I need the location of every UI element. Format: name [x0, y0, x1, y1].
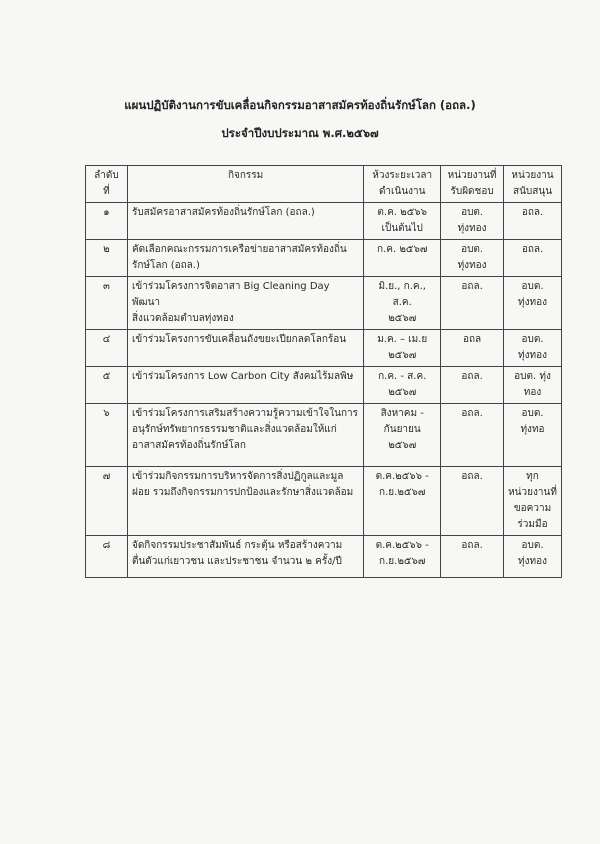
row-period: ก.ค. - ส.ค. ๒๕๖๗	[364, 367, 441, 404]
activity-plan-table	[85, 165, 562, 578]
row-responsible: อถล	[441, 330, 504, 367]
document-title: แผนปฏิบัติงานการขับเคลื่อนกิจกรรมอาสาสมัครท้องถิ่นรักษ์โลก (อถล.)	[124, 98, 476, 112]
table-row	[86, 404, 562, 467]
row-activity: เข้าร่วมกิจกรรมการบริหารจัดการสิ่งปฏิกูลและมูล ฝอย รวมถึงกิจกรรมการปกป้องและรักษาสิ่งแวดล้อม	[127, 467, 363, 536]
row-number: ๗	[86, 467, 128, 536]
row-number: ๑	[86, 203, 128, 240]
row-activity: รับสมัครอาสาสมัครท้องถิ่นรักษ์โลก (อถล.)	[127, 203, 363, 240]
row-responsible: อถล.	[441, 467, 504, 536]
header-responsible: หน่วยงานที่ รับผิดชอบ	[441, 166, 504, 203]
row-activity: จัดกิจกรรมประชาสัมพันธ์ กระตุ้น หรือสร้างความ ตื่นตัวแก่เยาวชน และประชาชน จำนวน ๒ ครั้ง/ปี	[127, 536, 363, 578]
row-number: ๖	[86, 404, 128, 467]
row-number: ๒	[86, 240, 128, 277]
row-number: ๕	[86, 367, 128, 404]
table-row	[86, 330, 562, 367]
table-row	[86, 240, 562, 277]
table-row	[86, 277, 562, 330]
row-number: ๔	[86, 330, 128, 367]
row-responsible: อบต. ทุ่งทอง	[441, 240, 504, 277]
row-responsible: อถล.	[441, 404, 504, 467]
row-support: อบต. ทุ่งทอง	[504, 277, 562, 330]
row-period: ต.ค.๒๕๖๖ - ก.ย.๒๕๖๗	[364, 467, 441, 536]
row-support: อถล.	[504, 203, 562, 240]
row-period: มิ.ย., ก.ค., ส.ค. ๒๕๖๗	[364, 277, 441, 330]
row-activity: เข้าร่วมโครงการเสริมสร้างความรู้ความเข้าใจในการ อนุรักษ์ทรัพยากรธรรมชาติและสิ่งแวดล้อมให้แก่ อาสาสมัครท้องถิ่นรักษ์โลก	[127, 404, 363, 467]
row-activity: คัดเลือกคณะกรรมการเครือข่ายอาสาสมัครท้องถิ่น รักษ์โลก (อถล.)	[127, 240, 363, 277]
row-number: ๘	[86, 536, 128, 578]
header-number: ลำดับ ที่	[86, 166, 128, 203]
row-activity: เข้าร่วมโครงการ Low Carbon City สังคมไร้มลพิษ	[127, 367, 363, 404]
row-period: ต.ค. ๒๕๖๖ เป็นต้นไป	[364, 203, 441, 240]
table-row	[86, 367, 562, 404]
header-period: ห้วงระยะเวลา ดำเนินงาน	[364, 166, 441, 203]
row-responsible: อบต. ทุ่งทอง	[441, 203, 504, 240]
row-period: สิงหาคม - กันยายน ๒๕๖๗	[364, 404, 441, 467]
table-row	[86, 467, 562, 536]
row-activity: เข้าร่วมโครงการจิตอาสา Big Cleaning Day พัฒนา สิ่งแวดล้อมตำบลทุ่งทอง	[127, 277, 363, 330]
row-support: ทุก หน่วยงานที่ ขอความ ร่วมมือ	[504, 467, 562, 536]
row-period: ต.ค.๒๕๖๖ - ก.ย.๒๕๖๗	[364, 536, 441, 578]
row-period: ม.ค. – เม.ย ๒๕๖๗	[364, 330, 441, 367]
table-row	[86, 203, 562, 240]
header-activity: กิจกรรม	[127, 166, 363, 203]
row-support: อบต. ทุ่งทอง	[504, 330, 562, 367]
header-support: หน่วยงาน สนับสนุน	[504, 166, 562, 203]
row-activity: เข้าร่วมโครงการขับเคลื่อนถังขยะเปียกลดโลกร้อน	[127, 330, 363, 367]
row-support: อบต. ทุ่ง ทอง	[504, 367, 562, 404]
row-period: ก.ค. ๒๕๖๗	[364, 240, 441, 277]
table-header-row	[86, 166, 562, 203]
row-support: อบต. ทุ่งทอ	[504, 404, 562, 467]
row-responsible: อถล.	[441, 277, 504, 330]
document-subtitle: ประจำปีงบประมาณ พ.ศ.๒๕๖๗	[221, 126, 379, 140]
table-row	[86, 536, 562, 578]
row-number: ๓	[86, 277, 128, 330]
row-responsible: อถล.	[441, 536, 504, 578]
row-support: อถล.	[504, 240, 562, 277]
row-support: อบต. ทุ่งทอง	[504, 536, 562, 578]
row-responsible: อถล.	[441, 367, 504, 404]
